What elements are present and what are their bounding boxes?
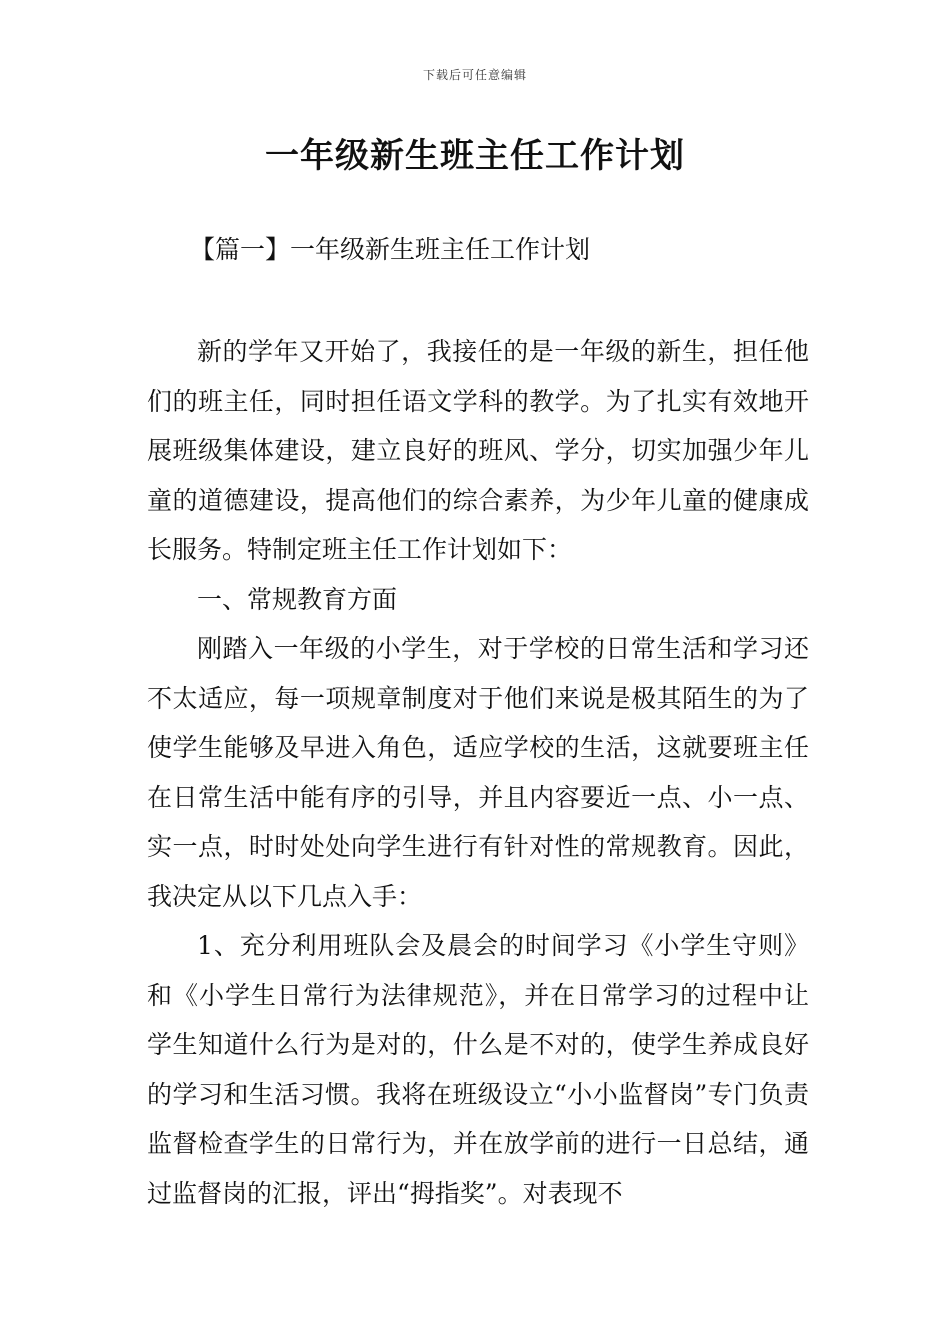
paragraph-intro: 新的学年又开始了，我接任的是一年级的新生，担任他们的班主任，同时担任语文学科的教学。为了扎实有效地开展班级集体建设，建立良好的班风、学分，切实加强少年儿童的道德建设，提高他们的综合素养，为少年儿童的健康成长服务。特制定班主任工作计划如下： [147,337,809,564]
paragraph-item-1: 1、充分利用班队会及晨会的时间学习《小学生守则》和《小学生日常行为法律规范》，并在日常学习的过程中让学生知道什么行为是对的，什么是不对的，使学生养成良好的学习和生活习惯。我将在班级设立“小小监督岗”专门负责监督检查学生的日常行为，并在放学前的进行一日总结，通过监督岗的汇报，评出“拇指奖”。对表现不 [147,931,809,1208]
document-body [147,327,809,1218]
paragraph-routine: 刚踏入一年级的小学生，对于学校的日常生活和学习还不太适应，每一项规章制度对于他们来说是极其陌生的为了使学生能够及早进入角色，适应学校的生活，这就要班主任在日常生活中能有序的引导，并且内容要近一点、小一点、实一点，时时处处向学生进行有针对性的常规教育。因此，我决定从以下几点入手： [147,634,809,911]
header-note: 下载后可任意编辑 [422,68,527,82]
subheading-routine-education: 一、常规教育方面 [197,584,398,614]
document-title: 一年级新生班主任工作计划 [265,136,685,176]
section-heading: 【篇一】一年级新生班主任工作计划 [190,235,591,264]
